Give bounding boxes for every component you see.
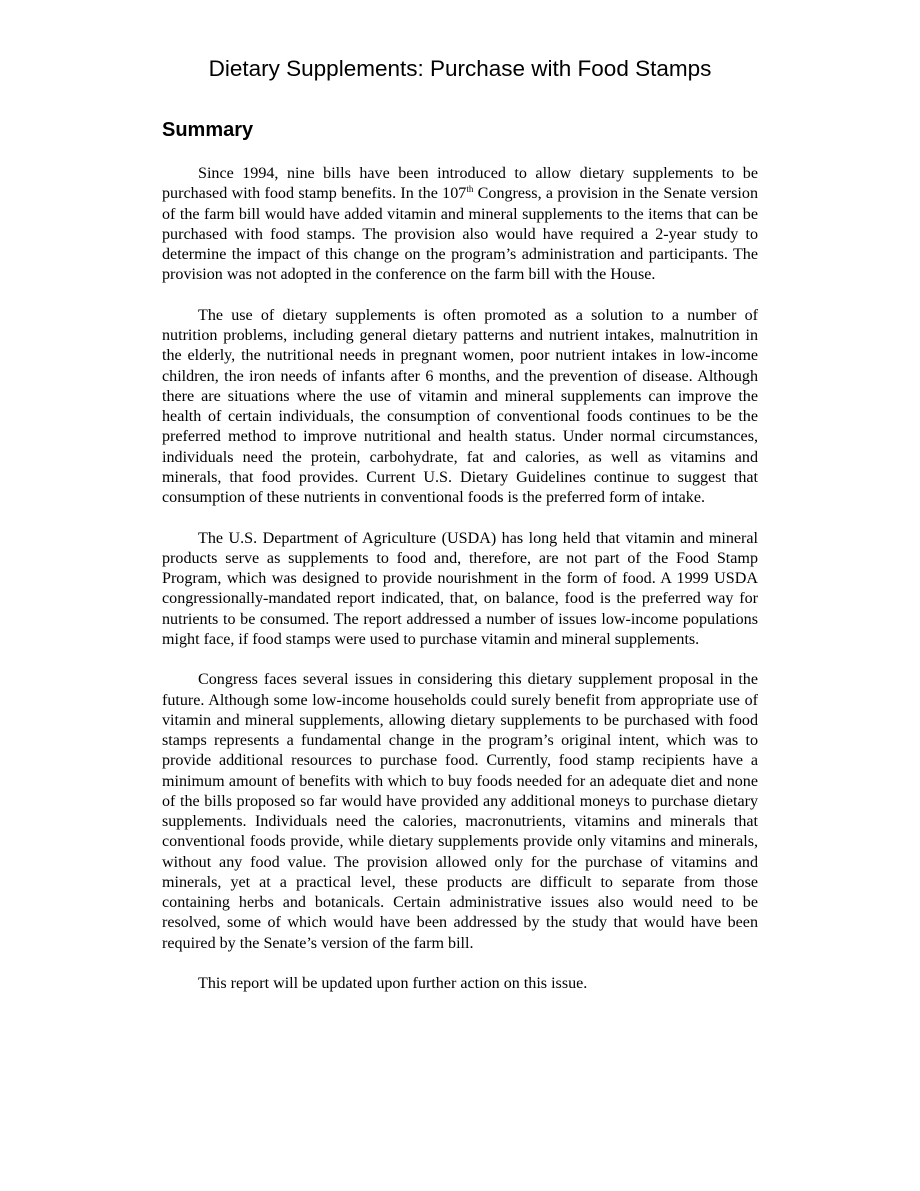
paragraph-text: Since 1994, nine bills have been introduced to allow dietary supplements to be purchased with food stamp benefits. In the 107 [162, 165, 758, 203]
paragraph-text: Congress, a provision in the Senate version of the farm bill would have added vitamin and mineral supplements to the items that can be purchased with food stamps. The provision also would have required a 2-year study to determine the impact of this change on the program’s administration and participants. The provision was not adopted in the conference on the farm bill with the House. [162, 185, 758, 284]
summary-paragraph-5: This report will be updated upon further action on this issue. [198, 975, 588, 993]
summary-paragraph-4: Congress faces several issues in considering this dietary supplement proposal in the future. Although some low-income households could surely benefit from appropriate use of vitamin and mineral supplements, allowing dietary supplements to be purchased with food stamps represents a fundamental change in the program’s original intent, which was to provide additional resources to purchase food. Currently, food stamp recipients have a minimum amount of benefits with which to buy foods needed for an adequate diet and none of the bills proposed so far would have provided any additional moneys to purchase dietary supplements. Individuals need the calories, macronutrients, vitamins and minerals that conventional foods provide, while dietary supplements provide only vitamins and minerals, without any food value. The provision allowed only for the purchase of vitamins and minerals, yet at a practical level, these products are difficult to separate from those containing herbs and botanicals. Certain administrative issues also would need to be resolved, some of which would have been addressed by the study that would have been required by the Senate’s version of the farm bill. [162, 671, 758, 952]
document-title: Dietary Supplements: Purchase with Food Stamps [208, 56, 712, 81]
summary-paragraph-1 [162, 164, 758, 286]
summary-paragraph-3: The U.S. Department of Agriculture (USDA) has long held that vitamin and mineral products serve as supplements to food and, therefore, are not part of the Food Stamp Program, which was designed to provide nourishment in the form of food. A 1999 USDA congressionally-mandated report indicated, that, on balance, food is the preferred way for nutrients to be consumed. The report addressed a number of issues low-income populations might face, if food stamps were used to purchase vitamin and mineral supplements. [162, 529, 758, 648]
section-heading-summary: Summary [162, 119, 254, 141]
summary-paragraph-2: The use of dietary supplements is often promoted as a solution to a number of nutrition problems, including general dietary patterns and nutrient intakes, malnutrition in the elderly, the nutritional needs in pregnant women, poor nutrient intakes in low-income children, the iron needs of infants after 6 months, and the prevention of disease. Although there are situations where the use of vitamin and mineral supplements can improve the health of certain individuals, the consumption of conventional foods continues to be the preferred method to improve nutritional and health status. Under normal circumstances, individuals need the protein, carbohydrate, fat and calories, as well as vitamins and minerals, that food provides. Current U.S. Dietary Guidelines continue to suggest that consumption of these nutrients in conventional foods is the preferred form of intake. [162, 306, 758, 507]
summary-body [162, 164, 758, 994]
ordinal-superscript: th [466, 184, 474, 195]
document-page [162, 0, 758, 1015]
